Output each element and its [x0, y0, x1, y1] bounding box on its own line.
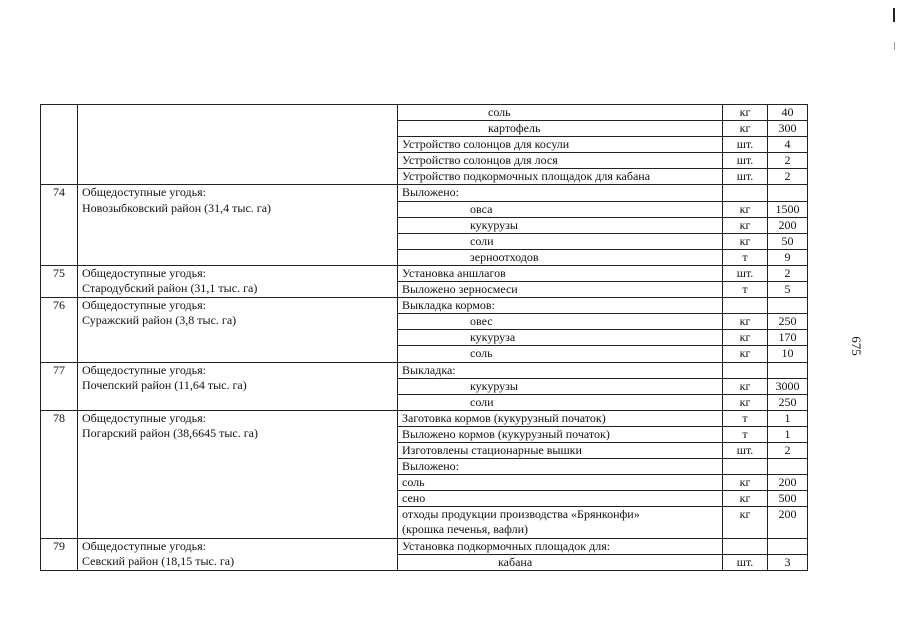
area-cell — [78, 362, 398, 410]
area-line: Стародубский район (31,1 тыс. га) — [82, 281, 258, 296]
quantity-cell: 10 — [768, 346, 808, 362]
unit-cell: шт. — [723, 442, 768, 458]
unit-cell: кг — [723, 507, 768, 523]
quantity-cell: 500 — [768, 491, 808, 507]
table-row — [41, 410, 808, 426]
table-row — [41, 185, 808, 201]
unit-cell: шт. — [723, 265, 768, 281]
unit-cell: кг — [723, 330, 768, 346]
activity-cell: зерноотходов — [398, 249, 723, 265]
table-row — [41, 538, 808, 554]
activity-cell: Изготовлены стационарные вышки — [398, 442, 723, 458]
quantity-cell: 2 — [768, 153, 808, 169]
quantity-cell — [768, 185, 808, 201]
activity-cell: Выложено зерносмеси — [398, 282, 723, 298]
activity-cell: соль — [398, 346, 723, 362]
quantity-cell: 3000 — [768, 378, 808, 394]
area-cell — [78, 265, 398, 297]
quantity-cell: 300 — [768, 121, 808, 137]
quantity-cell: 5 — [768, 282, 808, 298]
activity-cell: Устройство подкормочных площадок для кабана — [398, 169, 723, 185]
unit-cell: кг — [723, 394, 768, 410]
activity-cell: Заготовка кормов (кукурузный початок) — [398, 410, 723, 426]
row-number: 78 — [41, 410, 78, 538]
area-line: Новозыбковский район (31,4 тыс. га) — [82, 200, 272, 215]
quantity-cell: 2 — [768, 442, 808, 458]
quantity-cell — [768, 459, 808, 475]
activity-cell: Установка аншлагов — [398, 265, 723, 281]
area-line: Общедоступные угодья: — [82, 298, 206, 313]
quantity-cell: 1 — [768, 426, 808, 442]
quantity-cell: 2 — [768, 265, 808, 281]
activity-cell: соли — [398, 394, 723, 410]
area-cell — [78, 185, 398, 265]
quantity-cell — [768, 298, 808, 314]
table-row — [41, 298, 808, 314]
activity-cell: Устройство солонцов для косули — [398, 137, 723, 153]
row-number: 75 — [41, 265, 78, 297]
unit-cell: кг — [723, 105, 768, 121]
activity-cell: соль — [398, 105, 723, 121]
area-line: Общедоступные угодья: — [82, 410, 206, 425]
unit-cell: кг — [723, 378, 768, 394]
activity-cell: Выложено: — [398, 185, 723, 201]
activity-cell: Выложено: — [398, 459, 723, 475]
activity-cell: овес — [398, 314, 723, 330]
unit-cell: кг — [723, 475, 768, 491]
quantity-cell: 2 — [768, 169, 808, 185]
unit-cell: шт. — [723, 153, 768, 169]
unit-cell: кг — [723, 201, 768, 217]
unit-cell — [723, 298, 768, 314]
hunting-grounds-table — [40, 104, 808, 571]
activity-cell: Устройство солонцов для лося — [398, 153, 723, 169]
table-row — [41, 105, 808, 121]
unit-cell: кг — [723, 346, 768, 362]
unit-cell: кг — [723, 121, 768, 137]
quantity-cell — [768, 538, 808, 554]
activity-cell: картофель — [398, 121, 723, 137]
row-number: 79 — [41, 538, 78, 570]
row-number — [41, 105, 78, 185]
quantity-cell: 4 — [768, 137, 808, 153]
area-line — [82, 120, 393, 135]
unit-cell: кг — [723, 491, 768, 507]
activity-cell: (крошка печенья, вафли) — [398, 522, 723, 538]
area-cell — [78, 410, 398, 538]
unit-cell: шт. — [723, 137, 768, 153]
unit-cell — [723, 538, 768, 554]
activity-cell: овса — [398, 201, 723, 217]
area-line: Общедоступные угодья: — [82, 362, 206, 377]
activity-cell: Установка подкормочных площадок для: — [398, 538, 723, 554]
quantity-cell: 250 — [768, 314, 808, 330]
activity-cell: сено — [398, 491, 723, 507]
unit-cell: т — [723, 249, 768, 265]
unit-cell — [723, 362, 768, 378]
quantity-cell: 200 — [768, 507, 808, 523]
unit-cell: т — [723, 410, 768, 426]
quantity-cell: 1500 — [768, 201, 808, 217]
unit-cell: кг — [723, 314, 768, 330]
activity-cell: Выкладка: — [398, 362, 723, 378]
activity-cell: кабана — [398, 554, 723, 570]
table-body — [41, 105, 808, 571]
quantity-cell — [768, 522, 808, 538]
unit-cell: кг — [723, 217, 768, 233]
quantity-cell: 9 — [768, 249, 808, 265]
area-line — [82, 105, 393, 120]
row-number: 74 — [41, 185, 78, 265]
table-row — [41, 265, 808, 281]
area-line: Общедоступные угодья: — [82, 185, 206, 200]
quantity-cell — [768, 362, 808, 378]
area-line: Суражский район (3,8 тыс. га) — [82, 313, 237, 328]
activity-cell: соли — [398, 233, 723, 249]
table-row — [41, 362, 808, 378]
unit-cell — [723, 185, 768, 201]
area-line: Погарский район (38,6645 тыс. га) — [82, 425, 258, 440]
scan-edge-mark-small — [894, 42, 895, 50]
unit-cell: т — [723, 282, 768, 298]
activity-cell: кукурузы — [398, 217, 723, 233]
page-number: 675 — [848, 336, 864, 356]
quantity-cell: 200 — [768, 217, 808, 233]
area-cell — [78, 538, 398, 570]
activity-cell: Выложено кормов (кукурузный початок) — [398, 426, 723, 442]
scan-edge-mark — [893, 8, 895, 22]
quantity-cell: 40 — [768, 105, 808, 121]
quantity-cell: 250 — [768, 394, 808, 410]
area-cell — [78, 298, 398, 362]
activity-cell: Выкладка кормов: — [398, 298, 723, 314]
row-number: 77 — [41, 362, 78, 410]
area-line: Почепский район (11,64 тыс. га) — [82, 377, 247, 392]
quantity-cell: 3 — [768, 554, 808, 570]
unit-cell: шт. — [723, 169, 768, 185]
unit-cell — [723, 459, 768, 475]
unit-cell: кг — [723, 233, 768, 249]
unit-cell: т — [723, 426, 768, 442]
quantity-cell: 1 — [768, 410, 808, 426]
area-line: Севский район (18,15 тыс. га) — [82, 553, 235, 568]
quantity-cell: 50 — [768, 233, 808, 249]
row-number: 76 — [41, 298, 78, 362]
unit-cell — [723, 522, 768, 538]
quantity-cell: 200 — [768, 475, 808, 491]
area-line: Общедоступные угодья: — [82, 265, 206, 280]
activity-cell: кукурузы — [398, 378, 723, 394]
activity-cell: кукуруза — [398, 330, 723, 346]
quantity-cell: 170 — [768, 330, 808, 346]
activity-cell: отходы продукции производства «Брянконфи» — [398, 507, 723, 523]
area-cell — [78, 105, 398, 185]
activity-cell: соль — [398, 475, 723, 491]
unit-cell: шт. — [723, 554, 768, 570]
area-line: Общедоступные угодья: — [82, 538, 206, 553]
